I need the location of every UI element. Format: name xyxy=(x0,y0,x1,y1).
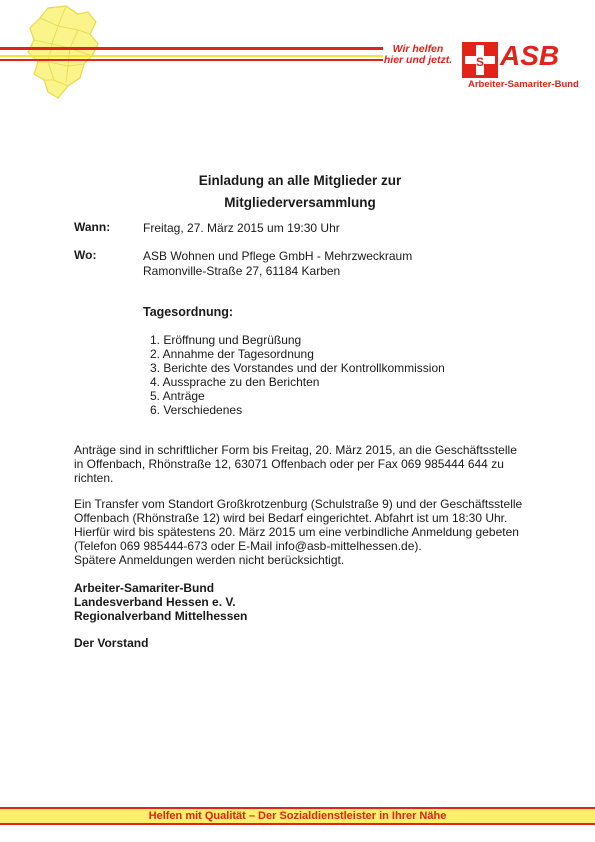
asb-logo-subtitle: Arbeiter-Samariter-Bund xyxy=(468,79,579,90)
when-label: Wann: xyxy=(74,220,111,234)
where-line-2: Ramonville-Straße 27, 61184 Karben xyxy=(143,264,341,278)
paragraph-line: Spätere Anmeldungen werden nicht berücksichtigt. xyxy=(74,553,345,567)
paragraph-line: Anträge sind in schriftlicher Form bis Freitag, 20. März 2015, an die Geschäftsstelle xyxy=(74,443,517,457)
agenda-list xyxy=(150,333,445,417)
footer-rule-red-lower xyxy=(0,823,595,825)
agenda-item: 6. Verschiedenes xyxy=(150,403,243,417)
paragraph-line: richten. xyxy=(74,471,114,485)
paragraph-line: Hierfür wird bis spätestens 20. März 2015 um eine verbindliche Anmeldung gebeten xyxy=(74,525,519,539)
paragraph-line: in Offenbach, Rhönstraße 12, 63071 Offenbach oder per Fax 069 985444 644 zu xyxy=(74,457,504,471)
header-slogan xyxy=(383,44,453,74)
agenda-title: Tagesordnung: xyxy=(143,305,234,319)
agenda-item: 5. Anträge xyxy=(150,389,205,403)
when-value: Freitag, 27. März 2015 um 19:30 Uhr xyxy=(143,221,340,235)
slogan-line-1: Wir helfen xyxy=(392,43,444,55)
signature-closing: Der Vorstand xyxy=(74,636,149,650)
agenda-item: 1. Eröffnung und Begrüßung xyxy=(150,333,302,347)
svg-text:S: S xyxy=(475,55,485,69)
paragraph-line: Ein Transfer vom Standort Großkrotzenburg (Schulstraße 9) und der Geschäftsstelle xyxy=(74,497,523,511)
footer-slogan: Helfen mit Qualität – Der Sozialdienstleister in Ihrer Nähe xyxy=(148,810,447,822)
paragraph-line: (Telefon 069 985444-673 oder E-Mail info@asb-mittelhessen.de). xyxy=(74,539,422,553)
signature-line: Regionalverband Mittelhessen xyxy=(74,609,248,623)
title-line-1: Einladung an alle Mitglieder zur xyxy=(198,173,402,188)
agenda-item: 4. Aussprache zu den Berichten xyxy=(150,375,320,389)
where-label: Wo: xyxy=(74,248,97,262)
agenda-item: 3. Berichte des Vorstandes und der Kontrollkommission xyxy=(150,361,445,375)
asb-logo-text: ASB xyxy=(500,40,560,71)
signature-line: Landesverband Hessen e. V. xyxy=(74,595,236,609)
signature-block xyxy=(74,581,247,623)
page-title xyxy=(120,170,480,214)
slogan-line-2: hier und jetzt. xyxy=(383,54,453,66)
hessen-map-graphic xyxy=(18,4,118,100)
where-line-1: ASB Wohnen und Pflege GmbH - Mehrzweckraum xyxy=(143,249,413,263)
agenda-item: 2. Annahme der Tagesordnung xyxy=(150,347,314,361)
title-line-2: Mitgliederversammlung xyxy=(224,195,376,210)
submission-paragraph xyxy=(74,443,529,485)
transfer-paragraph xyxy=(74,497,529,567)
signature-line: Arbeiter-Samariter-Bund xyxy=(74,581,215,595)
paragraph-line: Offenbach (Rhönstraße 12) wird bei Bedarf eingerichtet. Abfahrt ist um 18:30 Uhr. xyxy=(74,511,508,525)
samaritan-cross-icon xyxy=(462,42,498,78)
